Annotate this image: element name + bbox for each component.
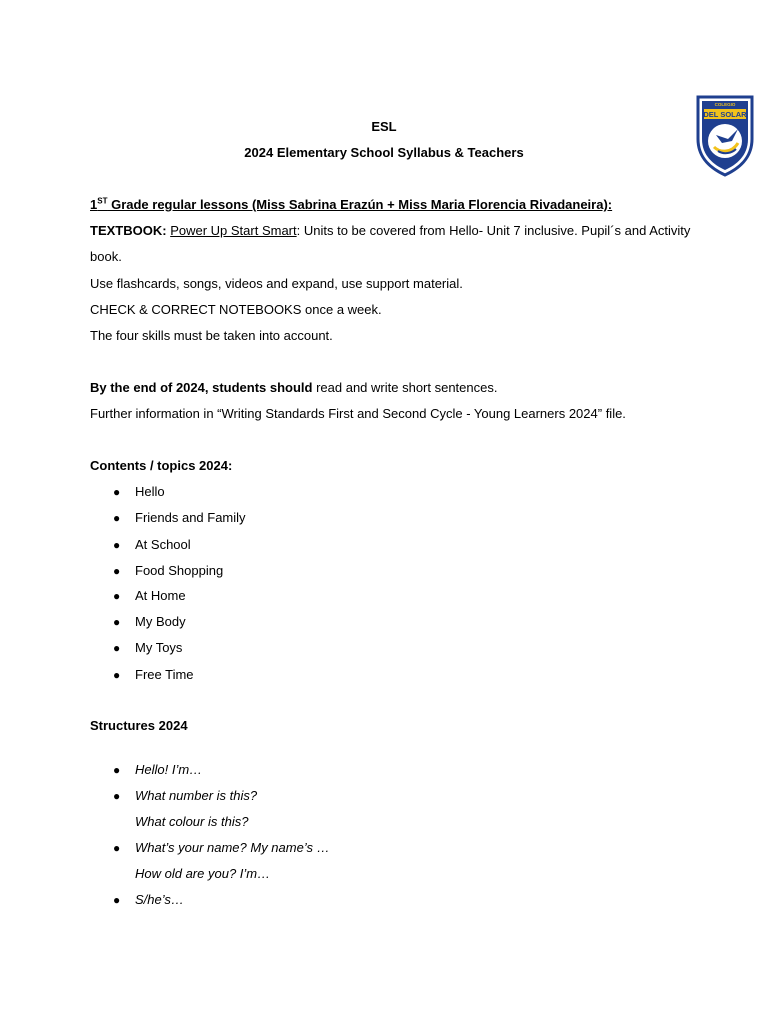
goal-line xyxy=(90,380,497,396)
bullet-icon: ● xyxy=(113,511,121,525)
document-title: 2024 Elementary School Syllabus & Teachers xyxy=(244,145,524,160)
bullet-icon: ● xyxy=(113,615,121,629)
contents-item: Food Shopping xyxy=(135,563,224,578)
grade-number: 1 xyxy=(90,197,98,212)
bullet-icon: ● xyxy=(113,668,121,682)
skills-line: The four skills must be taken into account. xyxy=(90,328,333,343)
contents-item: My Body xyxy=(135,614,186,629)
bullet-icon: ● xyxy=(113,589,121,603)
grade-suffix: ST xyxy=(97,196,108,206)
bullet-icon: ● xyxy=(113,893,121,907)
bullet-icon: ● xyxy=(113,485,121,499)
grade-heading xyxy=(90,197,612,213)
logo-text: DEL SOLAR xyxy=(703,110,747,119)
structure-item: S/he’s… xyxy=(135,892,184,907)
notebooks-line: CHECK & CORRECT NOTEBOOKS once a week. xyxy=(90,302,382,317)
grade-heading-text: Grade regular lessons (Miss Sabrina Erazún + Miss Maria Florencia Rivadaneira): xyxy=(107,197,613,212)
further-info-line: Further information in “Writing Standards First and Second Cycle - Young Learners 2024” file. xyxy=(90,406,626,421)
bullet-icon: ● xyxy=(113,641,121,655)
structure-item: How old are you? I’m… xyxy=(135,866,271,881)
bullet-icon: ● xyxy=(113,564,121,578)
structures-heading: Structures 2024 xyxy=(90,718,188,733)
textbook-line xyxy=(90,223,690,239)
structure-item: Hello! I’m… xyxy=(135,762,203,777)
structure-item: What number is this? xyxy=(135,788,258,803)
flashcards-line: Use flashcards, songs, videos and expand, use support material. xyxy=(90,276,463,291)
structure-item: What colour is this? xyxy=(135,814,249,829)
goal-bold: By the end of 2024, students should xyxy=(90,380,313,395)
structure-item: What’s your name? My name’s … xyxy=(135,840,330,855)
contents-item: At Home xyxy=(135,588,186,603)
contents-item: Hello xyxy=(135,484,165,499)
textbook-title: Power Up Start Smart xyxy=(170,223,297,238)
bullet-icon: ● xyxy=(113,538,121,552)
bullet-icon: ● xyxy=(113,763,121,777)
contents-heading: Contents / topics 2024: xyxy=(90,458,233,473)
textbook-label: TEXTBOOK: xyxy=(90,223,167,238)
contents-item: Free Time xyxy=(135,667,194,682)
bullet-icon: ● xyxy=(113,789,121,803)
school-crest-logo xyxy=(694,93,756,177)
contents-item: Friends and Family xyxy=(135,510,246,525)
contents-item: At School xyxy=(135,537,191,552)
goal-rest: read and write short sentences. xyxy=(312,380,498,395)
bullet-icon: ● xyxy=(113,841,121,855)
contents-item: My Toys xyxy=(135,640,183,655)
logo-top-text: COLEGIO xyxy=(714,102,736,107)
textbook-continued: book. xyxy=(90,249,122,264)
textbook-details: : Units to be covered from Hello- Unit 7 inclusive. Pupil´s and Activity xyxy=(296,223,691,238)
subject-heading: ESL xyxy=(371,119,397,134)
